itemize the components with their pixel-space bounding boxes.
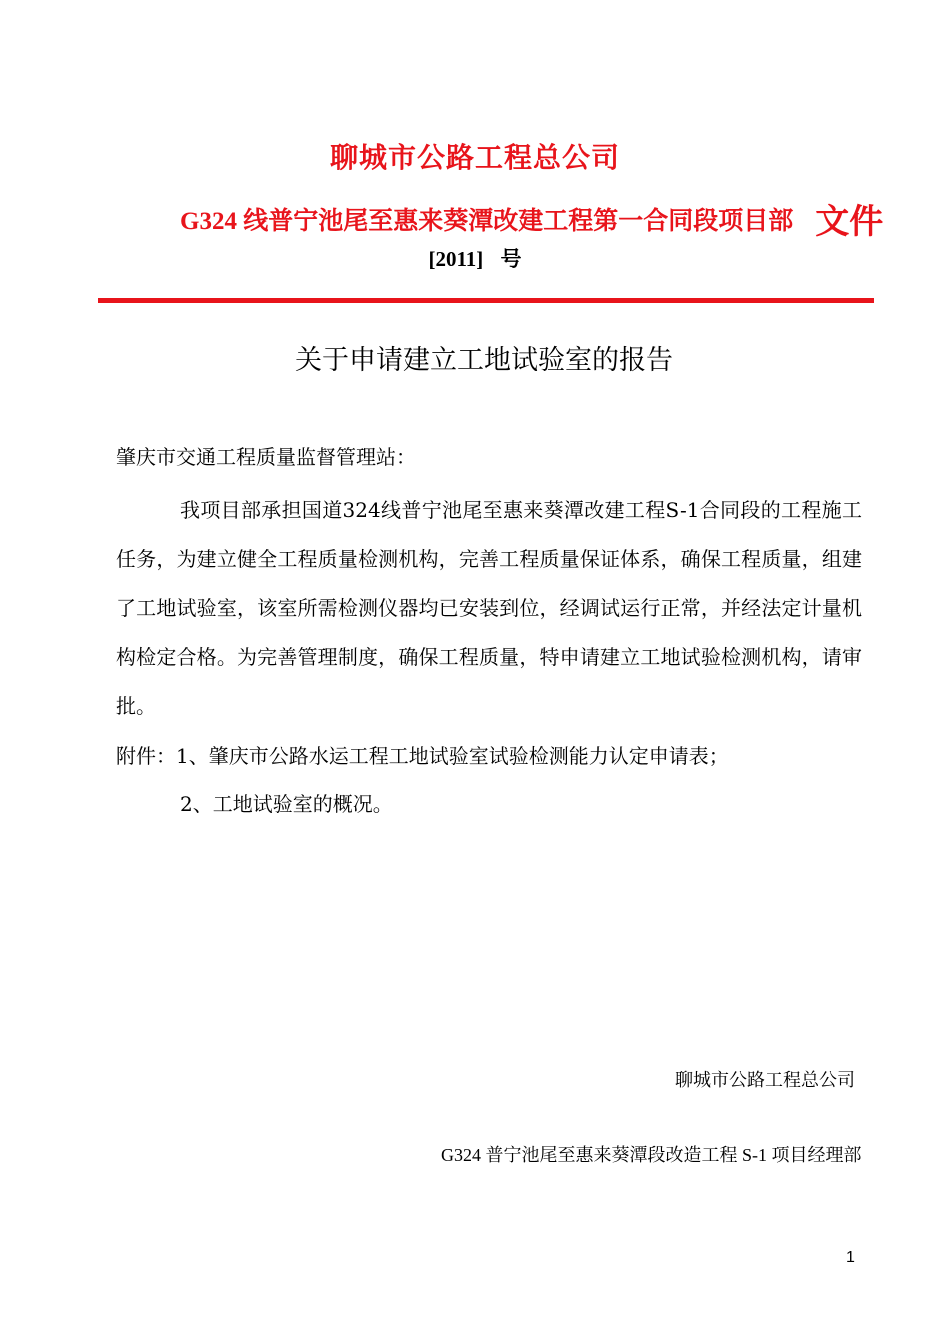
report-title: 关于申请建立工地试验室的报告 bbox=[295, 345, 673, 376]
file-word: 文件 bbox=[815, 202, 884, 242]
attachment-2: 2、工地试验室的概况。 bbox=[180, 792, 393, 816]
attachment-1: 附件：1、肇庆市公路水运工程工地试验室试验检测能力认定申请表； bbox=[116, 744, 729, 768]
page-number: 1 bbox=[846, 1249, 855, 1266]
company-title: 聊城市公路工程总公司 bbox=[329, 141, 620, 174]
document-number bbox=[0, 243, 950, 273]
signature-dept: G324 普宁池尾至惠来葵潭段改造工程 S-1 项目经理部 bbox=[441, 1145, 862, 1165]
project-dept-heading bbox=[180, 190, 884, 242]
addressee: 肇庆市交通工程质量监督管理站： bbox=[116, 445, 416, 469]
red-divider bbox=[98, 298, 874, 303]
signature-company: 聊城市公路工程总公司 bbox=[675, 1070, 855, 1090]
report-body: 我项目部承担国道324线普宁池尾至惠来葵潭改建工程S-1合同段的工程施工任务，为建立健全工程质量检测机构，完善工程质量保证体系，确保工程质量，组建了工地试验室，该室所需检测仪器均已安装到位，经调试运行正常，并经法定计量机构检定合格。为完善管理制度，确保工程质量，特申请建立工地试验检测机构，请审批。 bbox=[116, 498, 862, 718]
project-dept-name: G324 线普宁池尾至惠来葵潭改建工程第一合同段项目部 bbox=[180, 208, 794, 235]
doc-suffix: 号 bbox=[500, 247, 522, 271]
doc-year: [2011] bbox=[428, 247, 484, 271]
